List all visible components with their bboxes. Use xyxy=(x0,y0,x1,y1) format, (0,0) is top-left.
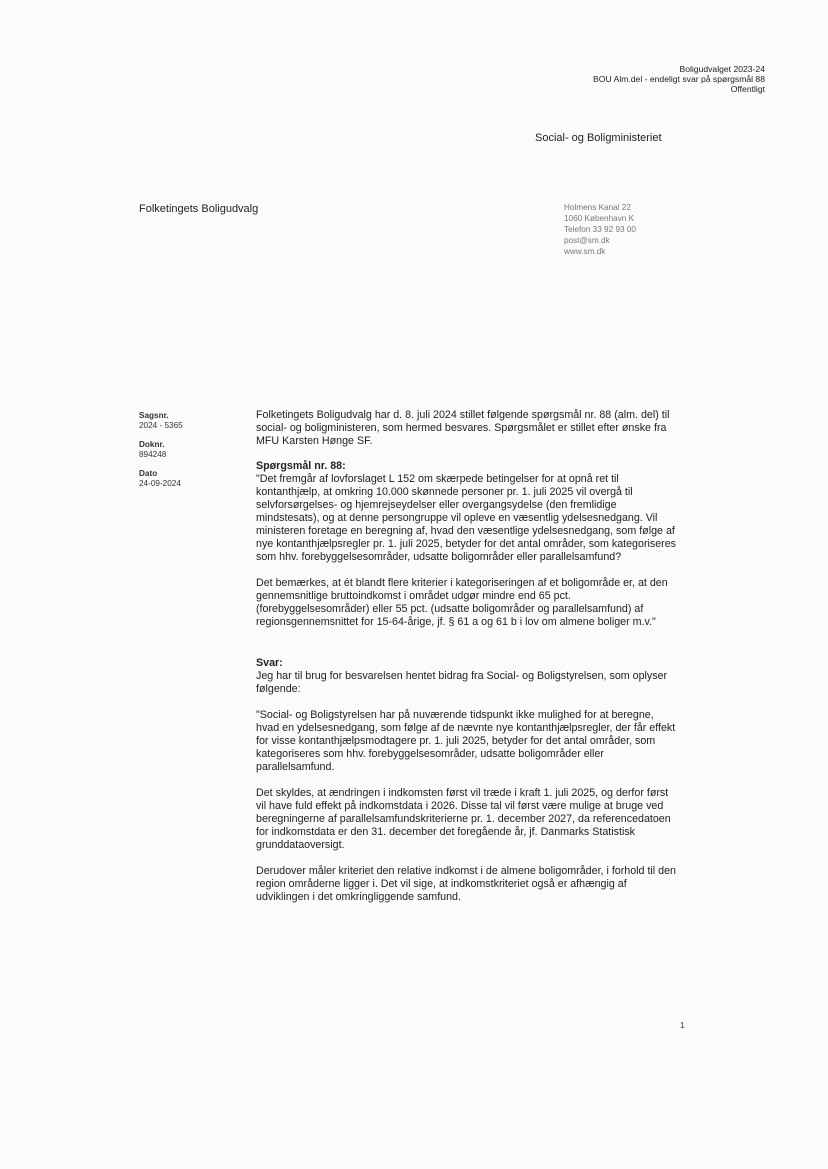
question-heading: Spørgsmål nr. 88: xyxy=(256,460,346,472)
meta-date-label: Dato xyxy=(139,469,158,478)
answer-intro: Jeg har til brug for besvarelsen hentet bidrag fra Social- og Boligstyrelsen, som oplyser følgende: xyxy=(256,670,668,695)
meta-sagsnr-value: 2024 - 5365 xyxy=(139,420,183,430)
meta-date-value: 24-09-2024 xyxy=(139,478,181,488)
answer-heading: Svar: xyxy=(256,657,283,669)
recipient-name: Folketingets Boligudvalg xyxy=(139,203,259,215)
meta-doknr-value: 894248 xyxy=(139,449,167,459)
meta-doknr-label: Doknr. xyxy=(139,440,165,449)
page-number: 1 xyxy=(680,1020,685,1030)
meta-doknr xyxy=(139,440,229,459)
ministry-name: Social- og Boligministeriet xyxy=(535,132,662,144)
meta-date xyxy=(139,469,229,488)
meta-sagsnr-label: Sagsnr. xyxy=(139,411,169,420)
letter-body xyxy=(256,409,676,904)
answer-paragraph-2: Det skyldes, at ændringen i indkomsten først vil træde i kraft 1. juli 2025, og derfor først vil have fuld effekt på indkomstdata i 2026. Disse tal vil først være mulige at bruge ved beregningerne af parallelsamfundskriterierne pr. 1. december 2027, da referencedatoen for indkomstdata er den 31. december det foregående år, jf. Danmarks Statistisk grunddataoversigt. xyxy=(256,787,671,851)
intro-paragraph: Folketingets Boligudvalg har d. 8. juli 2024 stillet følgende spørgsmål nr. 88 (alm. del) til social- og boligministeren, som hermed besvares. Spørgsmålet er stillet efter ønske fra MFU Karsten Hønge SF. xyxy=(256,409,670,447)
address-street: Holmens Kanal 22 xyxy=(564,203,631,212)
question-paragraph-1: "Det fremgår af lovforslaget L 152 om skærpede betingelser for at opnå ret til kontanthjælp, at omkring 10.000 skønnede personer pr. 1. juli 2025 vil overgå til selvforsørgelses- og hjemrejseydelser eller overgangsydelse (den fremlidige mindstesats), og at denne persongruppe vil opleve en væsentlig ydelsesnedgang. Vil ministeren foretage en beregning af, hvad den væsentlige ydelsesnedgang, som følge af nye kontanthjælpsregler pr. 1. juli 2025, betyder for det antal områder, som kategoriseres som hhv. forebyggelsesområder, udsatte boligområder eller parallelsamfund? xyxy=(256,473,677,563)
address-city: 1060 København K xyxy=(564,214,635,223)
document-header xyxy=(435,64,765,95)
answer-paragraph-3: Derudover måler kriteriet den relative indkomst i de almene boligområder, i forhold til den region områderne ligger i. Det vil sige, at indkomstkriteriet også er afhængig af udviklingen i det omkringliggende samfund. xyxy=(256,865,676,903)
answer-paragraph-1: "Social- og Boligstyrelsen har på nuværende tidspunkt ikke mulighed for at beregne, hvad en ydelsesnedgang, som følge af de nævnte nye kontanthjælpsregler, der får effekt for visse kontanthjælpsmodtagere pr. 1. juli 2025, betyder for det antal områder, som kategoriseres som hhv. forebyggelsesområder, udsatte boligområder eller parallelsamfund. xyxy=(256,709,676,773)
question-paragraph-2: Det bemærkes, at ét blandt flere kriterier i kategoriseringen af et boligområde er, at den gennemsnitlige bruttoindkomst i området udgør mindre end 65 pct. (forebyggelsesområder) eller 55 pct. (udsatte boligområder og parallelsamfund) af regionsgennemsnittet for 15-64-årige, jf. § 61 a og 61 b i lov om almene boliger m.v." xyxy=(256,577,668,628)
address-email: post@sm.dk xyxy=(564,236,610,245)
header-committee-year: Boligudvalget 2023-24 xyxy=(679,64,765,74)
meta-sagsnr xyxy=(139,411,229,430)
header-visibility: Offentligt xyxy=(730,84,765,95)
address-web: www.sm.dk xyxy=(564,247,606,256)
address-phone: Telefon 33 92 93 00 xyxy=(564,225,636,234)
header-reference: BOU Alm.del - endeligt svar på spørgsmål 88 xyxy=(593,74,765,85)
ministry-address xyxy=(564,202,636,257)
